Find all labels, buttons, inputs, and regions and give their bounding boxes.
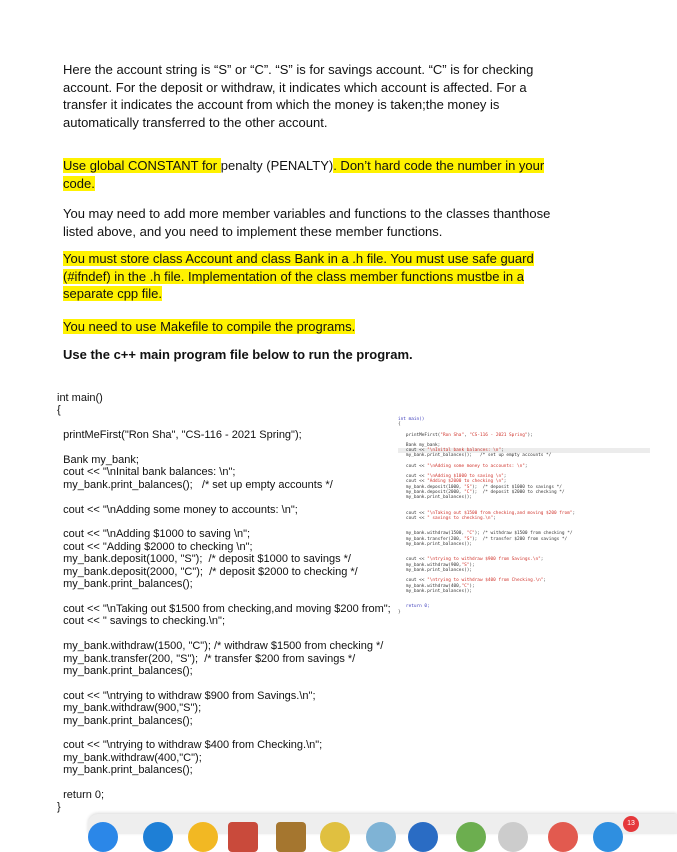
highlight-no-hardcode: . Don’t hard code the number in your code. [63, 158, 545, 191]
thumbnail-code-line: cout << " savings to checking.\n"; [398, 515, 496, 521]
dock-app-icon[interactable] [276, 822, 306, 852]
code-line: my_bank.withdraw(400,"C"); [57, 751, 202, 764]
thumbnail-code-line: cout << "\nAdding $1000 to saving \n"; [398, 474, 507, 480]
dock-app-icon[interactable] [88, 822, 118, 852]
code-line [57, 677, 407, 689]
thumbnail-code-line: my_bank.deposit(1000, "S"); /* deposit $1000 to savings */ [398, 484, 562, 490]
highlight-store-classes: You must store class Account and class Bank in a .h file. You must use safe [63, 251, 501, 266]
code-line: my_bank.withdraw(1500, "C"); /* withdraw $1500 from checking */ [57, 640, 384, 653]
code-line: } [57, 801, 61, 814]
thumbnail-code-line: } [398, 609, 401, 615]
code-line: cout << "\nInital bank balances: \n"; [57, 466, 236, 479]
thumbnail-code-line: Bank my_bank; [398, 443, 441, 449]
thumbnail-code-line: my_bank.print_balances(); /* set up empty accounts */ [398, 453, 552, 459]
code-line: return 0; [57, 789, 105, 801]
thumbnail-code-line: int main() [398, 417, 425, 422]
dock-app-icon[interactable] [188, 822, 218, 852]
highlight-global-constant: Use global CONSTANT for [63, 158, 221, 173]
code-line: cout << " savings to checking.\n"; [57, 615, 226, 628]
dock-app-icon[interactable] [548, 822, 578, 852]
code-line: printMeFirst("Ron Sha", "CS-116 - 2021 Spring"); [57, 429, 302, 442]
code-line: cout << "\nAdding $1000 to saving \n"; [57, 528, 251, 541]
thumbnail-code-line: my_bank.withdraw(1500, "C"); /* withdraw $1500 from checking */ [398, 531, 573, 537]
code-line [57, 442, 407, 454]
thumbnail-code-line: my_bank.transfer(200, "S"); /* transfer $200 from savings */ [398, 536, 568, 542]
dock-app-icon[interactable] [366, 822, 396, 852]
code-line [57, 491, 407, 503]
code-line: my_bank.deposit(2000, "C"); /* deposit $2000 to checking */ [57, 565, 358, 578]
code-line: my_bank.print_balances(); /* set up empty accounts */ [57, 478, 333, 491]
text-penalty: penalty (PENALTY) [220, 158, 334, 173]
thumbnail-code-line: { [398, 422, 401, 428]
code-line: cout << "Adding $2000 to checking \n"; [57, 540, 253, 553]
code-line: my_bank.print_balances(); [57, 578, 193, 591]
paragraph-member-variables: You may need to add more member variables and functions to the classes thanthose listed above, and you need to implement these member functions. [63, 206, 551, 239]
paragraph-header-file [63, 250, 568, 303]
thumbnail-code-line: my_bank.deposit(2000, "C"); /* deposit $2000 to checking */ [398, 489, 565, 495]
code-line: cout << "\nTaking out $1500 from checking,and moving $200 from"; [57, 602, 391, 615]
dock-app-icon[interactable] [143, 822, 173, 852]
dock-app-icon[interactable] [408, 822, 438, 852]
code-line [57, 777, 407, 789]
main-program-code [57, 392, 407, 814]
thumbnail-code-line: cout << "\ntrying to withdraw $900 from Savings.\n"; [398, 557, 544, 563]
thumbnail-code-line: my_bank.print_balances(); [398, 567, 473, 573]
code-line: my_bank.deposit(1000, "S"); /* deposit $1000 to savings */ [57, 553, 351, 566]
code-line: my_bank.print_balances(); [57, 714, 193, 727]
code-line: my_bank.transfer(200, "S"); /* transfer $200 from savings */ [57, 652, 356, 665]
thumbnail-code-line: my_bank.print_balances(); [398, 588, 473, 594]
highlight-guard: guard (#ifndef) in the .h file. Implementation of the class member functions mustbe in a separate cpp file. [63, 251, 534, 301]
code-line: my_bank.print_balances(); [57, 664, 193, 677]
thumbnail-code-line: my_bank.withdraw(900,"S"); [398, 562, 475, 568]
code-screenshot-thumbnail [398, 417, 650, 707]
thumbnail-code-line: cout << "\nInital bank balances: \n"; [398, 448, 650, 453]
dock-app-icon[interactable] [498, 822, 528, 852]
code-line: cout << "\ntrying to withdraw $900 from Savings.\n"; [57, 689, 316, 702]
thumbnail-code-line: cout << "\nAdding some money to accounts: \n"; [398, 463, 528, 469]
paragraph-makefile [63, 318, 568, 336]
paragraph-account-string: Here the account string is “S” or “C”. “S” is for savings account. “C” is for checking account. For the deposit or withdraw, it indicates which account is affected. For a transfer it indicates the account from which the money is taken;the money is automatically transferred to the other account. [63, 62, 534, 130]
thumbnail-code-line: cout << "\ntrying to withdraw $400 from Checking.\n"; [398, 578, 547, 584]
highlight-makefile: You need to use Makefile to compile the programs. [63, 319, 356, 334]
thumbnail-code-line: my_bank.print_balances(); [398, 541, 473, 547]
thumbnail-code-line: my_bank.withdraw(400,"C"); [398, 583, 475, 589]
code-line: int main() [57, 392, 103, 404]
code-line: my_bank.withdraw(900,"S"); [57, 702, 202, 715]
code-line: my_bank.print_balances(); [57, 764, 193, 777]
thumbnail-code-line: cout << "Adding $2000 to checking \n"; [398, 479, 507, 485]
code-line: Bank my_bank; [57, 454, 139, 467]
code-line [57, 628, 407, 640]
thumbnail-code-line: cout << "\nTaking out $1500 from checking,and moving $200 from"; [398, 510, 576, 516]
dock-app-icon[interactable] [456, 822, 486, 852]
code-line [57, 727, 407, 739]
thumbnail-code-line: return 0; [398, 604, 430, 610]
code-line: cout << "\nAdding some money to accounts: \n"; [57, 503, 298, 516]
code-line: cout << "\ntrying to withdraw $400 from Checking.\n"; [57, 739, 323, 752]
code-line [57, 417, 407, 429]
thumbnail-code-line: printMeFirst("Ron Sha", "CS-116 - 2021 Spring"); [398, 432, 533, 438]
macos-dock [88, 814, 677, 834]
dock-app-icon[interactable] [228, 822, 258, 852]
code-line [57, 591, 407, 603]
dock-app-icon[interactable] [320, 822, 350, 852]
code-line: { [57, 404, 61, 417]
code-line [57, 516, 407, 528]
paragraph-penalty-constant [63, 157, 568, 192]
dock-notification-badge: 13 [623, 816, 639, 832]
dock-app-icon[interactable] [593, 822, 623, 852]
paragraph-main-program: Use the c++ main program file below to run the program. [63, 347, 413, 362]
thumbnail-code-line: my_bank.print_balances(); [398, 495, 473, 501]
